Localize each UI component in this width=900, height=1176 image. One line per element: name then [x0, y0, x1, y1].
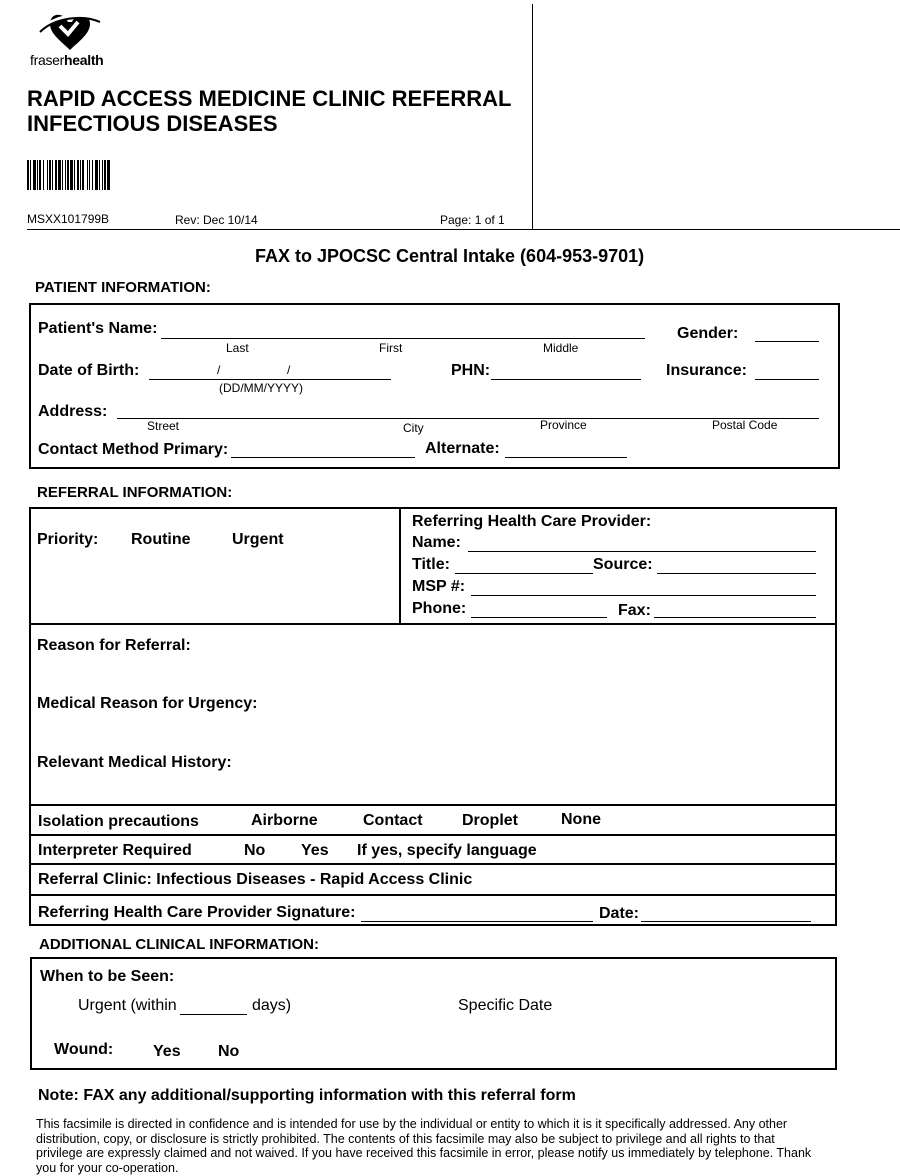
- dob-label: Date of Birth:: [38, 362, 140, 379]
- patient-info-box: [29, 303, 840, 469]
- barcode-bar: [49, 160, 51, 190]
- wound-label: Wound:: [54, 1041, 114, 1058]
- provider-name-label: Name:: [412, 534, 461, 551]
- dob-format-caption: (DD/MM/YYYY): [219, 381, 303, 395]
- provider-fax-label: Fax:: [618, 602, 651, 619]
- signature-top-divider: [31, 894, 835, 896]
- barcode-bar: [80, 160, 81, 190]
- barcode-bar: [99, 160, 100, 190]
- logo-text-fraser: fraser: [30, 52, 64, 68]
- provider-fax-field[interactable]: [654, 617, 816, 618]
- additional-section-title: ADDITIONAL CLINICAL INFORMATION:: [39, 936, 319, 953]
- logo-text-health: health: [64, 52, 104, 68]
- urgent-days-field[interactable]: [180, 1014, 247, 1015]
- disclaimer-line-3: privilege are expressly claimed and not waived. If you have received this facsimile in error, please notify us immediately by telephone. Thank: [36, 1146, 812, 1160]
- dob-separator-2: /: [287, 363, 291, 377]
- contact-alternate-field[interactable]: [505, 457, 627, 458]
- signature-field[interactable]: [361, 921, 593, 922]
- medical-history-label: Relevant Medical History:: [37, 754, 232, 771]
- barcode-bar: [65, 160, 66, 190]
- urgent-within-label: Urgent (within: [78, 997, 177, 1014]
- isolation-label: Isolation precautions: [38, 813, 199, 830]
- barcode-bar: [82, 160, 84, 190]
- barcode-bar: [43, 160, 44, 190]
- signature-date-label: Date:: [599, 905, 640, 922]
- provider-source-field[interactable]: [657, 573, 816, 574]
- barcode-bar: [92, 160, 93, 190]
- phn-field[interactable]: [491, 379, 641, 380]
- medical-urgency-label: Medical Reason for Urgency:: [37, 695, 258, 712]
- fax-note: Note: FAX any additional/supporting information with this referral form: [38, 1087, 576, 1104]
- referral-info-box: [29, 507, 837, 926]
- fraser-health-logo: [30, 8, 110, 70]
- middle-name-caption: Middle: [543, 341, 579, 355]
- gender-label: Gender:: [677, 325, 739, 342]
- insurance-label: Insurance:: [666, 362, 747, 379]
- street-caption: Street: [147, 419, 180, 433]
- reason-for-referral-label: Reason for Referral:: [37, 637, 191, 654]
- barcode-bar: [102, 160, 103, 190]
- barcode-bar: [89, 160, 90, 190]
- when-to-be-seen-label: When to be Seen:: [40, 968, 175, 985]
- heart-logo-icon: [38, 8, 102, 52]
- disclaimer-line-4: you for your co-operation.: [36, 1160, 179, 1175]
- barcode-bar: [55, 160, 57, 190]
- province-caption: Province: [540, 418, 587, 432]
- barcode-bar: [52, 160, 53, 190]
- barcode-bar: [62, 160, 63, 190]
- header-divider-horizontal: [27, 229, 900, 230]
- dob-separator-1: /: [217, 363, 221, 377]
- isolation-droplet-option[interactable]: Droplet: [462, 812, 518, 829]
- provider-name-field[interactable]: [468, 551, 816, 552]
- revision-date: Rev: Dec 10/14: [175, 213, 258, 227]
- contact-primary-label: Contact Method Primary:: [38, 441, 229, 458]
- barcode-bar: [37, 160, 38, 190]
- specify-language-label: If yes, specify language: [357, 842, 537, 859]
- priority-label: Priority:: [37, 531, 99, 548]
- barcode-bar: [33, 160, 36, 190]
- isolation-top-divider: [31, 804, 835, 806]
- signature-date-field[interactable]: [641, 921, 811, 922]
- priority-routine-option[interactable]: Routine: [131, 531, 191, 548]
- barcode-bar: [39, 160, 41, 190]
- last-name-caption: Last: [226, 341, 249, 355]
- city-caption: City: [403, 421, 424, 435]
- priority-urgent-option[interactable]: Urgent: [232, 531, 284, 548]
- priority-row-divider: [31, 623, 835, 625]
- first-name-caption: First: [379, 341, 403, 355]
- barcode-bar: [27, 160, 29, 190]
- insurance-field[interactable]: [755, 379, 819, 380]
- interpreter-no-option[interactable]: No: [244, 842, 266, 859]
- barcode-bar: [77, 160, 79, 190]
- disclaimer-line-1: This facsimile is directed in confidence and is intended for use by the individual or entity to which it is it specifically addressed. Any other: [36, 1117, 788, 1131]
- wound-no-option[interactable]: No: [218, 1043, 240, 1060]
- barcode-bar: [104, 160, 106, 190]
- gender-field[interactable]: [755, 341, 819, 342]
- barcode-bar: [87, 160, 88, 190]
- barcode-bar: [74, 160, 75, 190]
- barcode-bar: [30, 160, 31, 190]
- isolation-airborne-option[interactable]: Airborne: [251, 812, 318, 829]
- phn-label: PHN:: [451, 362, 491, 379]
- postal-code-caption: Postal Code: [712, 418, 778, 432]
- provider-phone-field[interactable]: [471, 617, 607, 618]
- interpreter-top-divider: [31, 834, 835, 836]
- interpreter-yes-option[interactable]: Yes: [301, 842, 329, 859]
- additional-info-box: [30, 957, 837, 1070]
- barcode-bar: [67, 160, 69, 190]
- fax-instruction: FAX to JPOCSC Central Intake (604-953-9701): [255, 246, 645, 266]
- isolation-contact-option[interactable]: Contact: [363, 812, 423, 829]
- isolation-none-option[interactable]: None: [561, 811, 601, 828]
- days-label: days): [252, 997, 292, 1014]
- header-divider-vertical: [532, 4, 533, 230]
- referral-section-title: REFERRAL INFORMATION:: [37, 484, 233, 501]
- contact-alternate-label: Alternate:: [425, 440, 500, 457]
- provider-title-field[interactable]: [455, 573, 593, 574]
- provider-msp-field[interactable]: [471, 595, 816, 596]
- referral-clinic-label: Referral Clinic: Infectious Diseases - Rapid Access Clinic: [38, 871, 473, 888]
- patient-section-title: PATIENT INFORMATION:: [35, 279, 211, 296]
- dob-field[interactable]: [149, 379, 391, 380]
- interpreter-label: Interpreter Required: [38, 842, 192, 859]
- barcode-bar: [95, 160, 98, 190]
- contact-primary-field[interactable]: [231, 457, 415, 458]
- form-title-line2: INFECTIOUS DISEASES: [27, 111, 278, 136]
- specific-date-option[interactable]: Specific Date: [458, 997, 553, 1014]
- barcode-bar: [47, 160, 48, 190]
- barcode: [27, 160, 183, 190]
- provider-msp-label: MSP #:: [412, 578, 466, 595]
- form-code: MSXX101799B: [27, 212, 110, 226]
- address-label: Address:: [38, 403, 108, 420]
- priority-provider-divider: [399, 509, 401, 624]
- clinic-top-divider: [31, 863, 835, 865]
- provider-title-label: Title:: [412, 556, 450, 573]
- barcode-bar: [58, 160, 61, 190]
- provider-phone-label: Phone:: [412, 600, 467, 617]
- wound-yes-option[interactable]: Yes: [153, 1043, 181, 1060]
- disclaimer-text: [36, 1117, 856, 1175]
- provider-source-label: Source:: [593, 556, 653, 573]
- patient-name-field[interactable]: [161, 338, 645, 339]
- disclaimer-line-2: distribution, copy, or disclosure is strictly prohibited. The contents of this facsimile may also be subject to privilege and all rights to that: [36, 1131, 775, 1146]
- barcode-bar: [107, 160, 110, 190]
- signature-label: Referring Health Care Provider Signature:: [38, 904, 356, 921]
- barcode-bar: [70, 160, 73, 190]
- patient-name-label: Patient's Name:: [38, 320, 158, 337]
- provider-title: Referring Health Care Provider:: [412, 513, 652, 530]
- page-number: Page: 1 of 1: [440, 213, 505, 227]
- form-title-line1: RAPID ACCESS MEDICINE CLINIC REFERRAL: [27, 86, 512, 111]
